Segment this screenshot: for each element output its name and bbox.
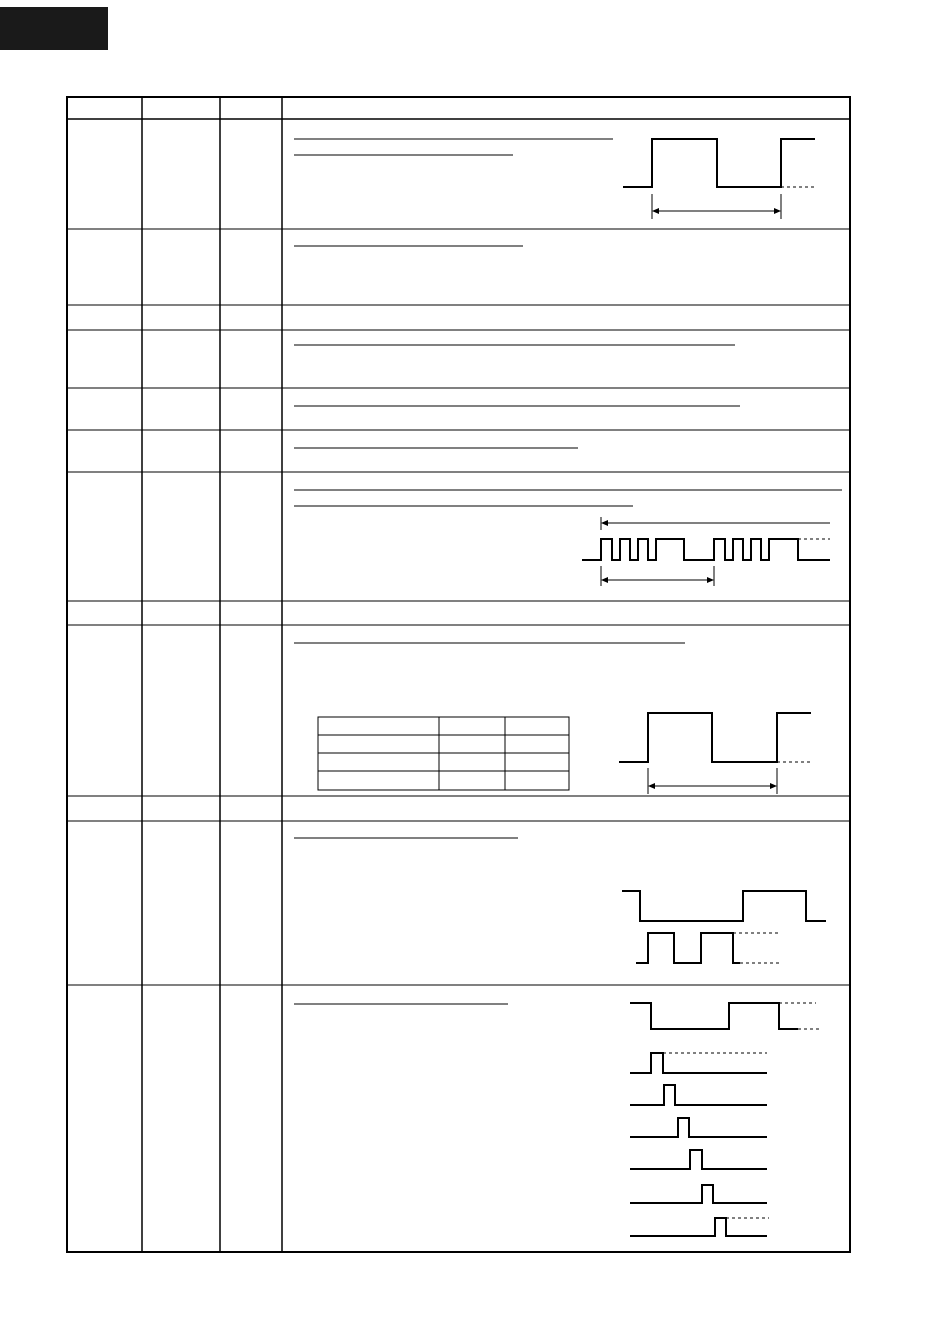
- description-rules: [294, 139, 842, 1004]
- main-table: [67, 97, 850, 1252]
- sub-table: [318, 717, 569, 790]
- waveform-gate-clock: [622, 891, 826, 963]
- waveform-pulse-2: [619, 713, 811, 794]
- waveform-pulse-train: [582, 517, 830, 586]
- waveform-pulse-1: [623, 139, 815, 219]
- waveform-scan-sequence: [630, 1003, 820, 1236]
